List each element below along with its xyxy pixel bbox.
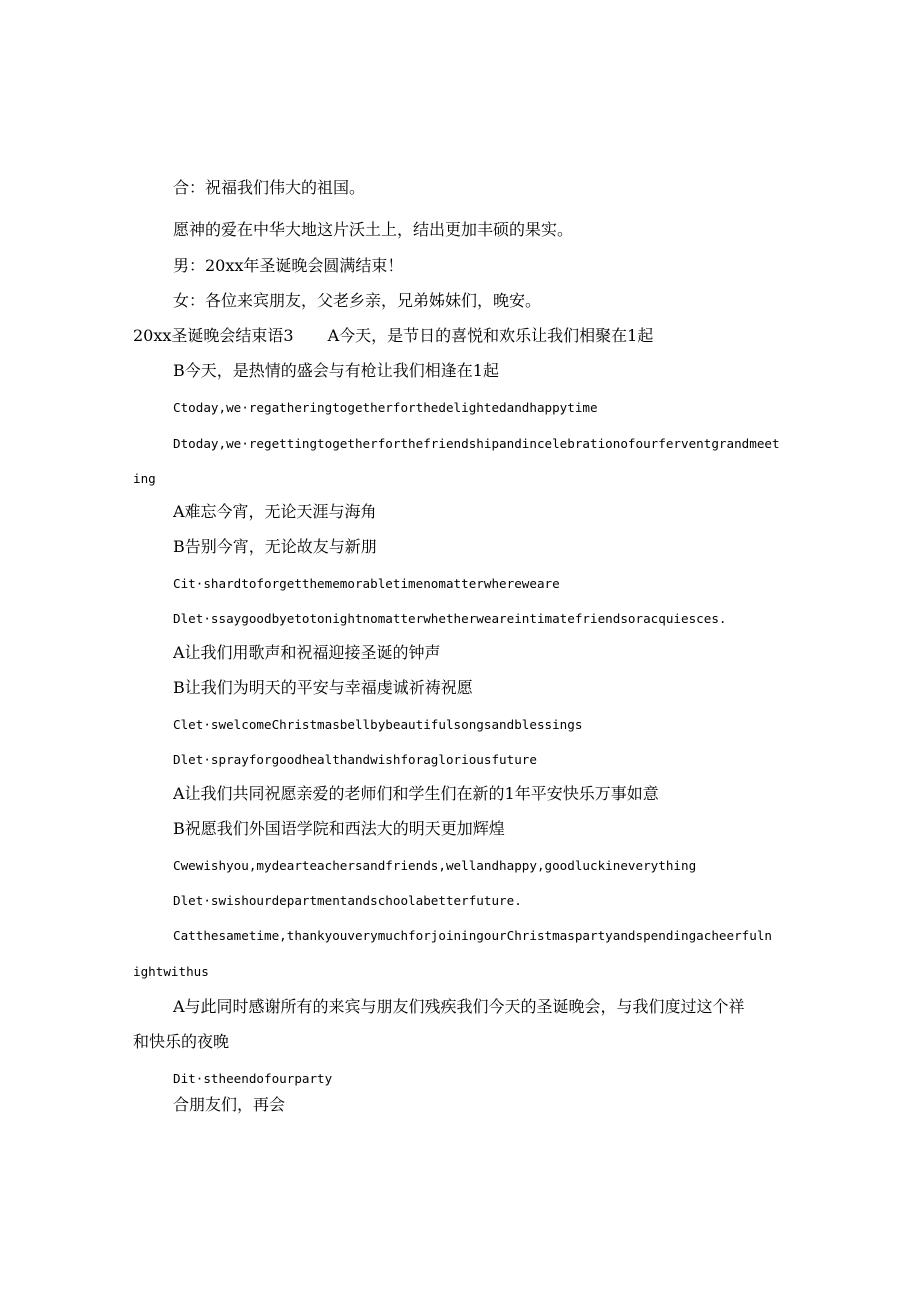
god-love-line: 愿神的爱在中华大地这片沃土上，结出更加丰硕的果实。: [173, 220, 574, 239]
speech-line-c4: Cwewishyou,mydearteachersandfriends,wellandhappy,goodluckineverything: [173, 858, 697, 873]
speech-line-c3: Clet·swelcomeChristmasbellbybeautifulsongsandblessings: [173, 717, 583, 732]
speech-line-c2: Cit·shardtoforgetthememorabletimenomatterwhereweare: [173, 576, 560, 591]
speech-line-a2: A难忘今宵，无论天涯与海角: [173, 502, 377, 521]
speech-line-d3: Dlet·sprayforgoodhealthandwishforagloriousfuture: [173, 752, 537, 767]
speech-line-d4: Dlet·swishourdepartmentandschoolabetterfuture.: [173, 893, 522, 908]
speech-line-d2: Dlet·ssaygoodbyetotonightnomatterwhetherweareintimatefriendsoracquiesces.: [173, 611, 727, 626]
speech-line-a4: A让我们共同祝愿亲爱的老师们和学生们在新的1年平安快乐万事如意: [173, 784, 659, 803]
speech-line-a3: A让我们用歌声和祝福迎接圣诞的钟声: [173, 643, 441, 662]
male-closing-line: 男：20xx年圣诞晚会圆满结束！: [173, 256, 404, 275]
speech-line-a5-continued: 和快乐的夜晚: [133, 1032, 230, 1051]
speech-line-d5: Dit·stheendofourparty: [173, 1071, 333, 1086]
speech-line-c5: Catthesametime,thankyouverymuchforjoiningourChristmaspartyandspendingacheerfuln: [173, 928, 772, 943]
chorus-blessing-line: 合：祝福我们伟大的祖国。: [173, 178, 366, 197]
female-goodnight-line: 女：各位来宾朋友，父老乡亲，兄弟姊妹们，晚安。: [173, 291, 542, 310]
speech-line-b1: B今天，是热情的盛会与有枪让我们相逢在1起: [173, 361, 499, 380]
speech-line-c5-continued: ightwithus: [133, 964, 209, 979]
speech-line-c1: Ctoday,we·regatheringtogetherforthedelightedandhappytime: [173, 400, 598, 415]
speech-line-a5: A与此同时感谢所有的来宾与朋友们残疾我们今天的圣诞晚会，与我们度过这个祥: [173, 997, 745, 1016]
section-heading: 20xx圣诞晚会结束语3: [133, 326, 294, 345]
speech-line-d1: Dtoday,we·regettingtogetherforthefriendshipandincelebrationofourferventgrandmeet: [173, 436, 780, 451]
speech-line-d1-continued: ing: [133, 471, 156, 486]
speech-line-b2: B告别今宵，无论故友与新朋: [173, 537, 377, 556]
section-heading-line: [133, 326, 653, 346]
section-first-speech: A今天，是节日的喜悦和欢乐让我们相聚在1起: [327, 326, 654, 345]
speech-line-b4: B祝愿我们外国语学院和西法大的明天更加辉煌: [173, 819, 505, 838]
chorus-farewell-line: 合朋友们，再会: [173, 1095, 286, 1114]
speech-line-b3: B让我们为明天的平安与幸福虔诚祈祷祝愿: [173, 678, 473, 697]
